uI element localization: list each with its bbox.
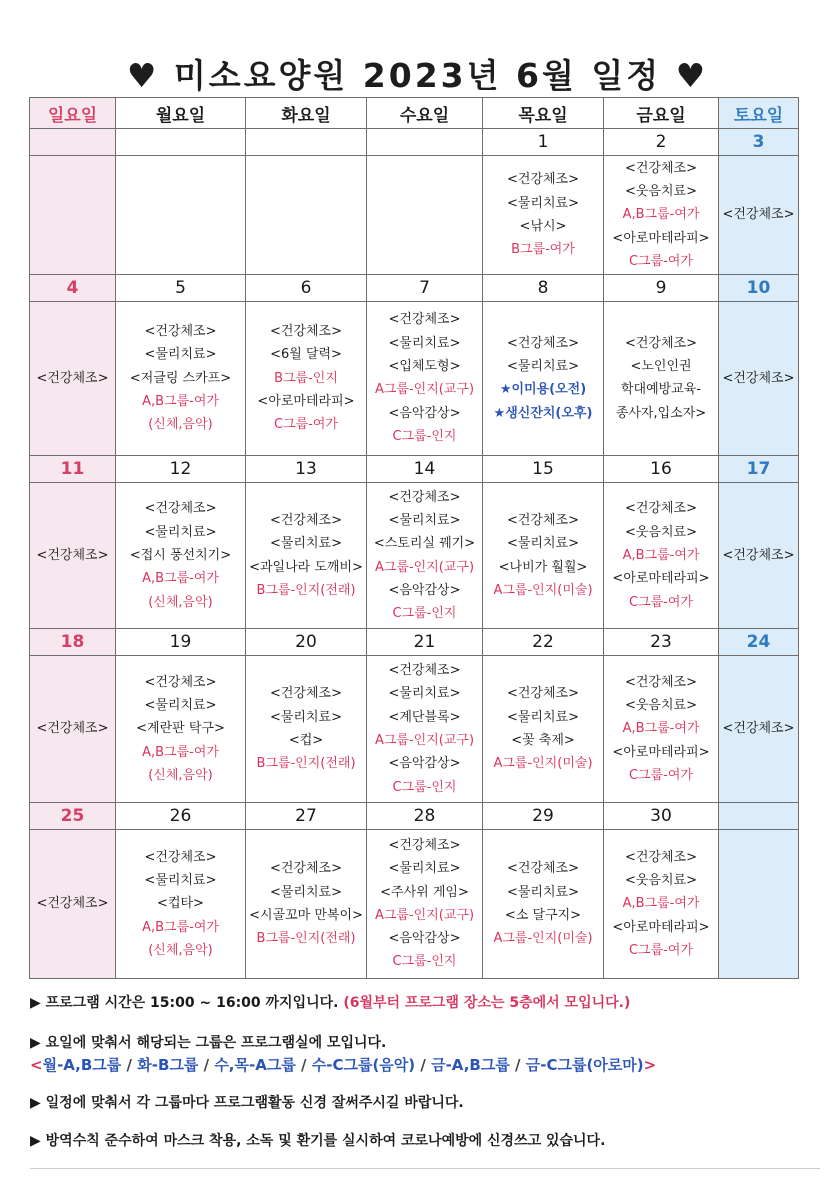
schedule-cell-wednesday: [367, 301, 483, 455]
weekday-friday: 금요일: [604, 98, 719, 129]
schedule-item: <주사위 게임>: [380, 884, 469, 900]
page-title: ♥ 미소요양원 2023년 6월 일정 ♥: [126, 56, 709, 95]
bottom-divider: [30, 1168, 820, 1169]
date-number-row: [30, 455, 799, 482]
schedule-item: <물리치료>: [506, 884, 580, 900]
schedule-item: C그룹-여가: [628, 253, 693, 269]
schedule-item: <6월 달력>: [270, 347, 342, 363]
date-number-friday: 23: [604, 629, 719, 656]
date-number-sunday: 25: [30, 802, 116, 829]
schedule-cell-thursday: [483, 156, 604, 274]
schedule-item: <건강체조>: [388, 489, 461, 505]
group-schedule-part: >: [643, 1056, 657, 1074]
schedule-item: <건강체조>: [624, 849, 698, 865]
schedule-item: <웃음치료>: [624, 524, 698, 540]
date-number-monday: 5: [116, 274, 246, 301]
schedule-item: <물리치료>: [269, 709, 343, 725]
schedule-item: A,B그룹-여가: [142, 744, 219, 760]
date-number-wednesday: 28: [367, 802, 483, 829]
schedule-cell-friday: [604, 829, 719, 978]
schedule-item: <물리치료>: [506, 195, 580, 211]
schedule-item: (신체,음악): [148, 594, 213, 610]
date-number-sunday: 18: [30, 629, 116, 656]
schedule-item: ★이미용(오전): [499, 382, 587, 398]
schedule-item: A그룹-인지(미술): [493, 756, 593, 772]
schedule-item: <과일나라 도깨비>: [249, 559, 363, 575]
schedule-item: C그룹-여가: [628, 942, 693, 958]
note-program-time-text: ▶ 프로그램 시간은 15:00 ~ 16:00 까지입니다.: [30, 995, 339, 1011]
schedule-item: <건강체조>: [722, 370, 795, 386]
schedule-item: 학대예방교육-: [620, 382, 702, 398]
schedule-row: [30, 656, 799, 802]
schedule-cell-tuesday: [246, 829, 367, 978]
date-number-wednesday: [367, 129, 483, 156]
schedule-item: <물리치료>: [388, 335, 461, 351]
schedule-item: <꽃 축제>: [511, 733, 575, 749]
schedule-item: <건강체조>: [722, 207, 795, 223]
date-number-sunday: [30, 129, 116, 156]
schedule-item: A,B그룹-여가: [142, 394, 219, 410]
schedule-item: <시골꼬마 만복이>: [249, 907, 363, 923]
schedule-item: <건강체조>: [624, 501, 698, 517]
schedule-item: <웃음치료>: [624, 698, 698, 714]
schedule-cell-saturday: [719, 829, 799, 978]
schedule-item: <컵>: [288, 733, 324, 749]
date-number-row: [30, 802, 799, 829]
schedule-item: <물리치료>: [388, 861, 461, 877]
schedule-item: <건강체조>: [624, 160, 698, 176]
schedule-item: <건강체조>: [269, 861, 343, 877]
schedule-item: A그룹-인지(교구): [374, 382, 475, 398]
schedule-cell-monday: [116, 156, 246, 274]
schedule-item: <건강체조>: [506, 686, 580, 702]
schedule-item: A그룹-인지(교구): [374, 559, 475, 575]
schedule-cell-thursday: [483, 301, 604, 455]
schedule-item: <건강체조>: [144, 324, 217, 340]
date-number-row: [30, 629, 799, 656]
schedule-item: <웃음치료>: [624, 183, 698, 199]
schedule-item: <건강체조>: [506, 172, 580, 188]
date-number-saturday: 3: [719, 129, 799, 156]
date-number-thursday: 22: [483, 629, 604, 656]
schedule-cell-friday: [604, 656, 719, 802]
schedule-item: A,B그룹-여가: [622, 548, 700, 564]
note-location-text: (6월부터 프로그램 장소는 5층에서 모입니다.): [343, 995, 631, 1011]
schedule-cell-tuesday: [246, 301, 367, 455]
schedule-item: 종사자,입소자>: [615, 405, 707, 421]
date-number-friday: 2: [604, 129, 719, 156]
schedule-item: <건강체조>: [36, 896, 109, 912]
schedule-item: <물리치료>: [388, 513, 461, 529]
schedule-item: <건강체조>: [36, 721, 109, 737]
schedule-item: (신체,음악): [148, 942, 213, 958]
group-schedule-part: /: [509, 1056, 526, 1074]
schedule-item: C그룹-여가: [628, 767, 693, 783]
date-number-wednesday: 21: [367, 629, 483, 656]
schedule-item: <음악감상>: [388, 405, 461, 421]
date-number-friday: 9: [604, 274, 719, 301]
schedule-item: <건강체조>: [506, 335, 580, 351]
schedule-item: <계단블록>: [388, 709, 461, 725]
schedule-cell-wednesday: [367, 829, 483, 978]
schedule-item: A그룹-인지(교구): [374, 907, 475, 923]
date-number-tuesday: 13: [246, 455, 367, 482]
schedule-item: <입체도형>: [388, 359, 461, 375]
schedule-item: <저글링 스카프>: [129, 370, 232, 386]
schedule-item: A,B그룹-여가: [622, 207, 700, 223]
schedule-cell-tuesday: [246, 483, 367, 629]
schedule-row: [30, 829, 799, 978]
schedule-cell-monday: [116, 301, 246, 455]
schedule-cell-sunday: [30, 656, 116, 802]
note-group-schedule: [30, 1054, 656, 1075]
schedule-item: <건강체조>: [388, 838, 461, 853]
schedule-row: [30, 483, 799, 629]
schedule-item: <건강체조>: [269, 686, 343, 702]
date-number-monday: [116, 129, 246, 156]
schedule-item: C그룹-인지: [392, 779, 457, 795]
schedule-item: A그룹-인지(미술): [493, 931, 593, 947]
schedule-item: C그룹-여가: [628, 594, 693, 610]
group-schedule-part: /: [198, 1056, 215, 1074]
schedule-item: <물리치료>: [388, 686, 461, 702]
schedule-item: <건강체조>: [144, 849, 217, 865]
schedule-cell-saturday: [719, 483, 799, 629]
weekday-sunday: 일요일: [30, 98, 116, 129]
schedule-cell-saturday: [719, 156, 799, 274]
date-number-thursday: 15: [483, 455, 604, 482]
date-number-wednesday: 14: [367, 455, 483, 482]
schedule-item: <아로마테라피>: [612, 571, 710, 587]
schedule-item: C그룹-인지: [392, 428, 457, 444]
schedule-item: C그룹-인지: [392, 954, 457, 970]
schedule-cell-wednesday: [367, 656, 483, 802]
schedule-cell-thursday: [483, 483, 604, 629]
schedule-item: C그룹-여가: [273, 417, 338, 433]
schedule-item: <음악감상>: [388, 756, 461, 772]
schedule-row: [30, 156, 799, 274]
date-number-tuesday: 27: [246, 802, 367, 829]
schedule-cell-thursday: [483, 656, 604, 802]
schedule-cell-friday: [604, 156, 719, 274]
date-number-sunday: 11: [30, 455, 116, 482]
schedule-item: <물리치료>: [144, 698, 217, 714]
schedule-item: B그룹-인지: [274, 370, 338, 386]
schedule-item: <스토리실 꿰기>: [373, 536, 476, 552]
schedule-item: <건강체조>: [506, 861, 580, 877]
schedule-row: [30, 301, 799, 455]
schedule-item: <소 달구지>: [504, 907, 582, 923]
date-number-thursday: 29: [483, 802, 604, 829]
date-number-friday: 16: [604, 455, 719, 482]
group-schedule-part: <: [30, 1056, 43, 1074]
date-number-tuesday: 6: [246, 274, 367, 301]
schedule-item: B그룹-인지(전래): [256, 931, 356, 947]
schedule-item: <물리치료>: [144, 872, 217, 888]
schedule-item: <건강체조>: [624, 674, 698, 690]
date-number-saturday: 24: [719, 629, 799, 656]
schedule-item: <낚시>: [519, 218, 567, 234]
schedule-item: (신체,음악): [148, 417, 213, 433]
schedule-item: <물리치료>: [269, 884, 343, 900]
schedule-item: <건강체조>: [269, 324, 343, 340]
schedule-item: <음악감상>: [388, 583, 461, 599]
schedule-item: <건강체조>: [722, 721, 795, 737]
weekday-monday: 월요일: [116, 98, 246, 129]
date-number-row: [30, 274, 799, 301]
schedule-cell-monday: [116, 829, 246, 978]
group-schedule-part: 금-C그룹(아로마): [525, 1056, 644, 1074]
calendar-table: [29, 97, 799, 979]
weekday-thursday: 목요일: [483, 98, 604, 129]
schedule-item: <건강체조>: [722, 548, 795, 564]
schedule-item: <웃음치료>: [624, 872, 698, 888]
schedule-cell-tuesday: [246, 156, 367, 274]
weekday-saturday: 토요일: [719, 98, 799, 129]
schedule-item: <계란판 탁구>: [136, 721, 225, 737]
date-number-monday: 19: [116, 629, 246, 656]
schedule-item: <건강체조>: [624, 335, 698, 351]
schedule-item: <물리치료>: [506, 359, 580, 375]
group-schedule-part: 금-A,B그룹: [431, 1056, 510, 1074]
schedule-cell-sunday: [30, 156, 116, 274]
schedule-item: <건강체조>: [36, 370, 109, 386]
schedule-item: <아로마테라피>: [612, 744, 710, 760]
note-activity-attention: ▶ 일정에 맞춰서 각 그룹마다 프로그램활동 신경 잘써주시길 바랍니다.: [30, 1095, 464, 1111]
group-schedule-part: /: [295, 1056, 312, 1074]
group-schedule-part: /: [415, 1056, 432, 1074]
schedule-item: A,B그룹-여가: [142, 919, 219, 935]
schedule-cell-wednesday: [367, 156, 483, 274]
schedule-item: A,B그룹-여가: [622, 721, 700, 737]
schedule-item: <건강체조>: [144, 501, 217, 517]
schedule-item: <음악감상>: [388, 931, 461, 947]
group-schedule-part: 화-B그룹: [137, 1056, 199, 1074]
note-quarantine: ▶ 방역수칙 준수하여 마스크 착용, 소독 및 환기를 실시하여 코로나예방에 신경쓰고 있습니다.: [30, 1133, 606, 1149]
weekday-header-row: [30, 98, 799, 129]
schedule-item: B그룹-인지(전래): [256, 756, 356, 772]
schedule-item: <물리치료>: [506, 536, 580, 552]
date-number-saturday: [719, 802, 799, 829]
schedule-item: C그룹-인지: [392, 606, 457, 622]
schedule-cell-saturday: [719, 656, 799, 802]
date-number-tuesday: 20: [246, 629, 367, 656]
schedule-item: <건강체조>: [388, 663, 461, 679]
date-number-monday: 26: [116, 802, 246, 829]
schedule-item: <건강체조>: [144, 674, 217, 690]
schedule-cell-sunday: [30, 483, 116, 629]
schedule-item: A그룹-인지(미술): [493, 583, 593, 599]
schedule-item: <건강체조>: [506, 513, 580, 529]
date-number-sunday: 4: [30, 274, 116, 301]
group-schedule-part: 수,목-A그룹: [214, 1056, 296, 1074]
schedule-item: <물리치료>: [269, 536, 343, 552]
note-group-gather: ▶ 요일에 맞춰서 해당되는 그룹은 프로그램실에 모입니다.: [30, 1035, 387, 1051]
schedule-item: <컵타>: [157, 896, 204, 912]
group-schedule-part: 월-A,B그룹: [42, 1056, 122, 1074]
schedule-item: A,B그룹-여가: [142, 571, 219, 587]
date-number-thursday: 8: [483, 274, 604, 301]
schedule-item: <아로마테라피>: [612, 919, 710, 935]
schedule-item: B그룹-인지(전래): [256, 583, 356, 599]
schedule-cell-saturday: [719, 301, 799, 455]
weekday-tuesday: 화요일: [246, 98, 367, 129]
schedule-cell-friday: [604, 483, 719, 629]
group-schedule-part: /: [121, 1056, 138, 1074]
schedule-item: <아로마테라피>: [612, 230, 710, 246]
date-number-saturday: 17: [719, 455, 799, 482]
date-number-thursday: 1: [483, 129, 604, 156]
schedule-item: <건강체조>: [36, 548, 109, 564]
schedule-cell-tuesday: [246, 656, 367, 802]
date-number-saturday: 10: [719, 274, 799, 301]
date-number-tuesday: [246, 129, 367, 156]
schedule-item: B그룹-여가: [511, 242, 575, 258]
schedule-item: A,B그룹-여가: [622, 896, 700, 912]
schedule-item: <나비가 훨훨>: [498, 559, 588, 575]
schedule-item: A그룹-인지(교구): [374, 733, 475, 749]
date-number-wednesday: 7: [367, 274, 483, 301]
group-schedule-part: 수-C그룹(음악): [311, 1056, 416, 1074]
schedule-cell-monday: [116, 656, 246, 802]
schedule-cell-sunday: [30, 301, 116, 455]
schedule-item: <물리치료>: [144, 524, 217, 540]
schedule-item: <노인인권: [630, 359, 692, 375]
weekday-wednesday: 수요일: [367, 98, 483, 129]
schedule-item: <건강체조>: [388, 312, 461, 328]
schedule-item: <아로마테라피>: [257, 394, 355, 410]
schedule-item: <물리치료>: [506, 709, 580, 725]
schedule-item: <물리치료>: [144, 347, 217, 363]
schedule-cell-friday: [604, 301, 719, 455]
schedule-cell-wednesday: [367, 483, 483, 629]
note-program-time: [30, 992, 630, 1012]
schedule-item: (신체,음악): [148, 767, 213, 783]
date-number-monday: 12: [116, 455, 246, 482]
schedule-item: <건강체조>: [269, 513, 343, 529]
schedule-cell-thursday: [483, 829, 604, 978]
date-number-friday: 30: [604, 802, 719, 829]
schedule-item: ★생신잔치(오후): [493, 405, 593, 421]
schedule-cell-monday: [116, 483, 246, 629]
date-number-row: [30, 129, 799, 156]
schedule-item: <접시 풍선치기>: [129, 548, 232, 564]
schedule-cell-sunday: [30, 829, 116, 978]
